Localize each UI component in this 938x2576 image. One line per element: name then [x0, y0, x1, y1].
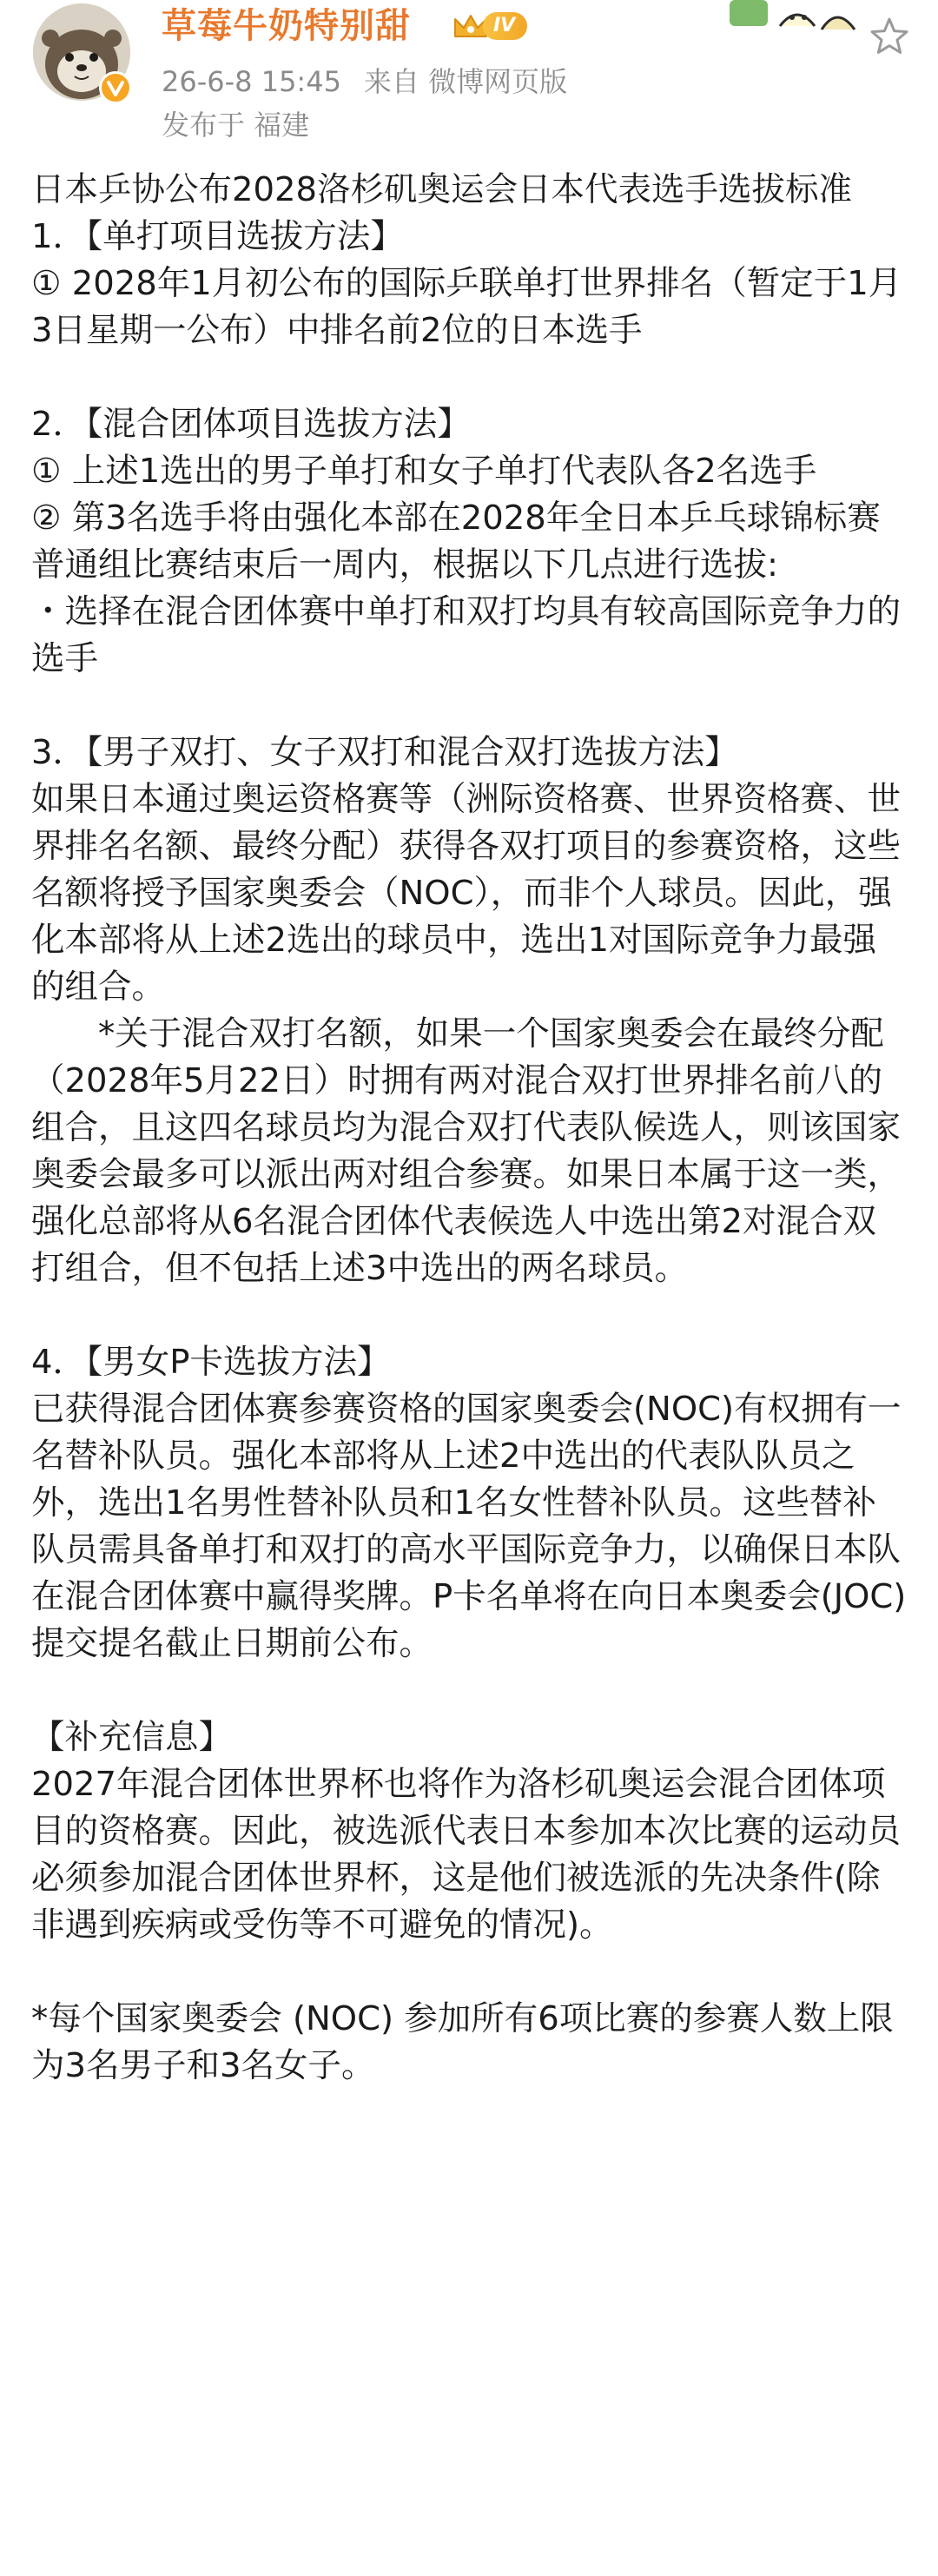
post-content: [31, 167, 908, 2090]
section-paragraph: ① 上述1选出的男子单打和女子单打代表队各2名选手: [31, 452, 817, 491]
section-paragraph: *每个国家奥委会 (NOC) 参加所有6项比赛的参赛人数上限为3名男子和3名女子。: [31, 1999, 894, 2085]
blank-line: [31, 1949, 908, 1996]
section-heading: 2．【混合团体项目选拔方法】: [31, 405, 471, 444]
sticker-icon: [728, 0, 858, 38]
section-paragraph: ・选择在混合团体赛中单打和双打均具有较高国际竞争力的选手: [31, 592, 902, 678]
section-paragraph: ② 第3名选手将由强化本部在2028年全日本乒乓球锦标赛普通组比赛结束后一周内，根据以下几点进行选拔:: [31, 499, 881, 585]
post-source[interactable]: 来自 微博网页版: [363, 65, 568, 98]
blank-line: [31, 354, 908, 401]
section-heading: 3．【男子双打、女子双打和混合双打选拔方法】: [31, 733, 738, 772]
post-header: [0, 0, 938, 156]
section-heading: 1．【单打项目选拔方法】: [31, 217, 404, 256]
section-paragraph: 如果日本通过奥运资格赛等（洲际资格赛、世界资格赛、世界排名名额、最终分配）获得各双打项目的参赛资格，这些名额将授予国家奥委会（NOC），而非个人球员。因此，强化本部将从上述2选出的球员中，选出1对国际竞争力最强的组合。: [31, 780, 902, 1007]
post-location: 发布于 福建: [162, 109, 310, 142]
section-heading: 4．【男女P卡选拔方法】: [31, 1343, 391, 1382]
post-meta: [162, 63, 567, 101]
section-paragraph: 2027年混合团体世界杯也将作为洛杉矶奥运会混合团体项目的资格赛。因此，被选派代表日本参加本次比赛的运动员必须参加混合团体世界杯，这是他们被选派的先决条件(除非遇到疾病或受伤等不可避免的情况)。: [31, 1765, 902, 1945]
section-paragraph: ① 2028年1月初公布的国际乒联单打世界排名（暂定于1月3日星期一公布）中排名前2位的日本选手: [31, 264, 902, 350]
section-heading: 【补充信息】: [31, 1718, 233, 1757]
author-name[interactable]: 草莓牛奶特别甜: [162, 6, 411, 46]
blank-line: [31, 683, 908, 730]
vip-verified-icon: [99, 71, 132, 104]
blank-line: [31, 1668, 908, 1714]
post-title: 日本乒协公布2028洛杉矶奥运会日本代表选手选拔标准: [31, 170, 852, 209]
section-paragraph: *关于混合双打名额，如果一个国家奥委会在最终分配（2028年5月22日）时拥有两对混合双打世界排名前八的组合，且这四名球员均为混合双打代表队候选人，则该国家奥委会最多可以派出两对组合参赛。如果日本属于这一类，强化总部将从6名混合团体代表候选人中选出第2对混合双打组合，但不包括上述3中选出的两名球员。: [31, 1014, 902, 1288]
star-icon[interactable]: [869, 16, 910, 57]
level-badge: IV: [483, 12, 527, 40]
section-paragraph: 已获得混合团体赛参赛资格的国家奥委会(NOC)有权拥有一名替补队员。强化本部将从上述2中选出的代表队队员之外，选出1名男性替补队员和1名女性替补队员。这些替补队员需具备单打和双打的高水平国际竞争力，以确保日本队在混合团体赛中赢得奖牌。P卡名单将在向日本奥委会(JOC)提交提名截止日期前公布。: [31, 1390, 907, 1663]
post-time: 26-6-8 15:45: [162, 65, 341, 98]
blank-line: [31, 1292, 908, 1339]
